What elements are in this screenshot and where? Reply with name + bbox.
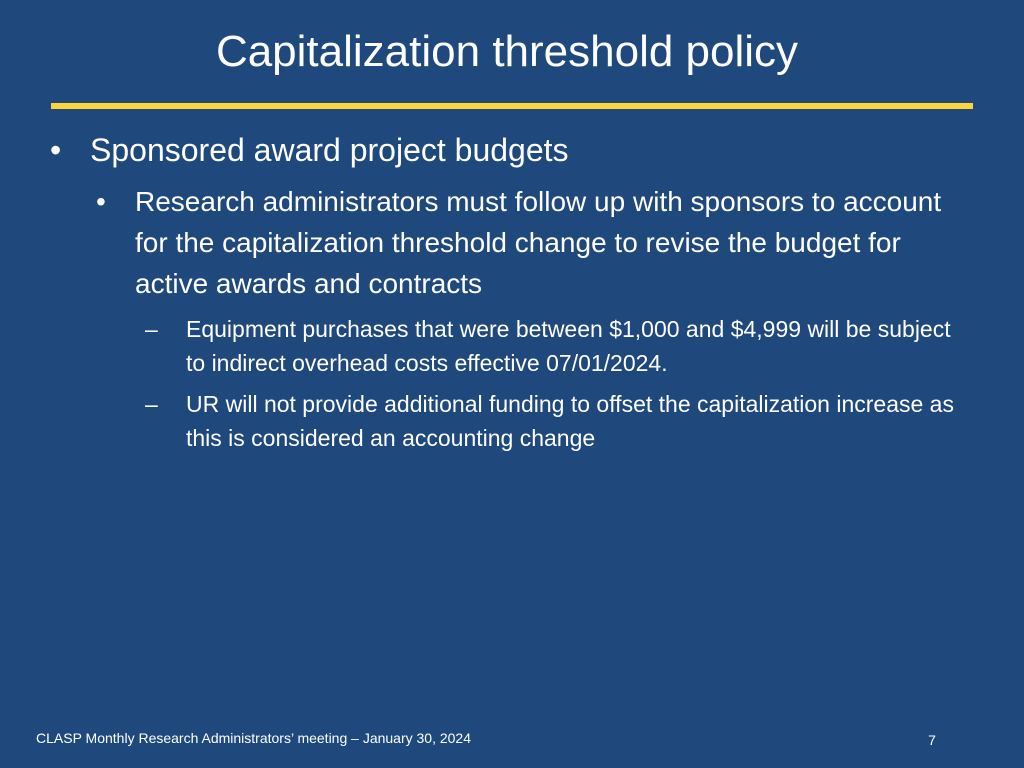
dash-marker-icon: – — [145, 316, 158, 342]
slide-title: Capitalization threshold policy — [215, 27, 799, 76]
page-number: 7 — [928, 732, 936, 748]
bullet-text: Research administrators must follow up with sponsors to account for the capitalization threshold change to revise the budget for active awards and contracts — [135, 186, 942, 299]
slide-footer: CLASP Monthly Research Administrators’ meeting – January 30, 2024 — [36, 730, 472, 746]
title-underline — [51, 103, 973, 109]
bullet-text: Sponsored award project budgets — [90, 132, 569, 168]
bullet-text: UR will not provide additional funding to offset the capitalization increase as this is considered an accounting change — [186, 391, 954, 451]
dash-marker-icon: – — [145, 391, 158, 417]
bullet-level-1 — [50, 128, 990, 172]
bullet-text: Equipment purchases that were between $1,000 and $4,999 will be subject to indirect overhead costs effective 07/01/2024. — [186, 316, 951, 376]
bullet-level-3 — [145, 312, 955, 380]
bullet-level-2 — [96, 181, 946, 304]
bullet-marker-icon: • — [50, 132, 62, 168]
bullet-marker-icon: • — [96, 186, 106, 217]
bullet-level-3 — [145, 387, 955, 455]
